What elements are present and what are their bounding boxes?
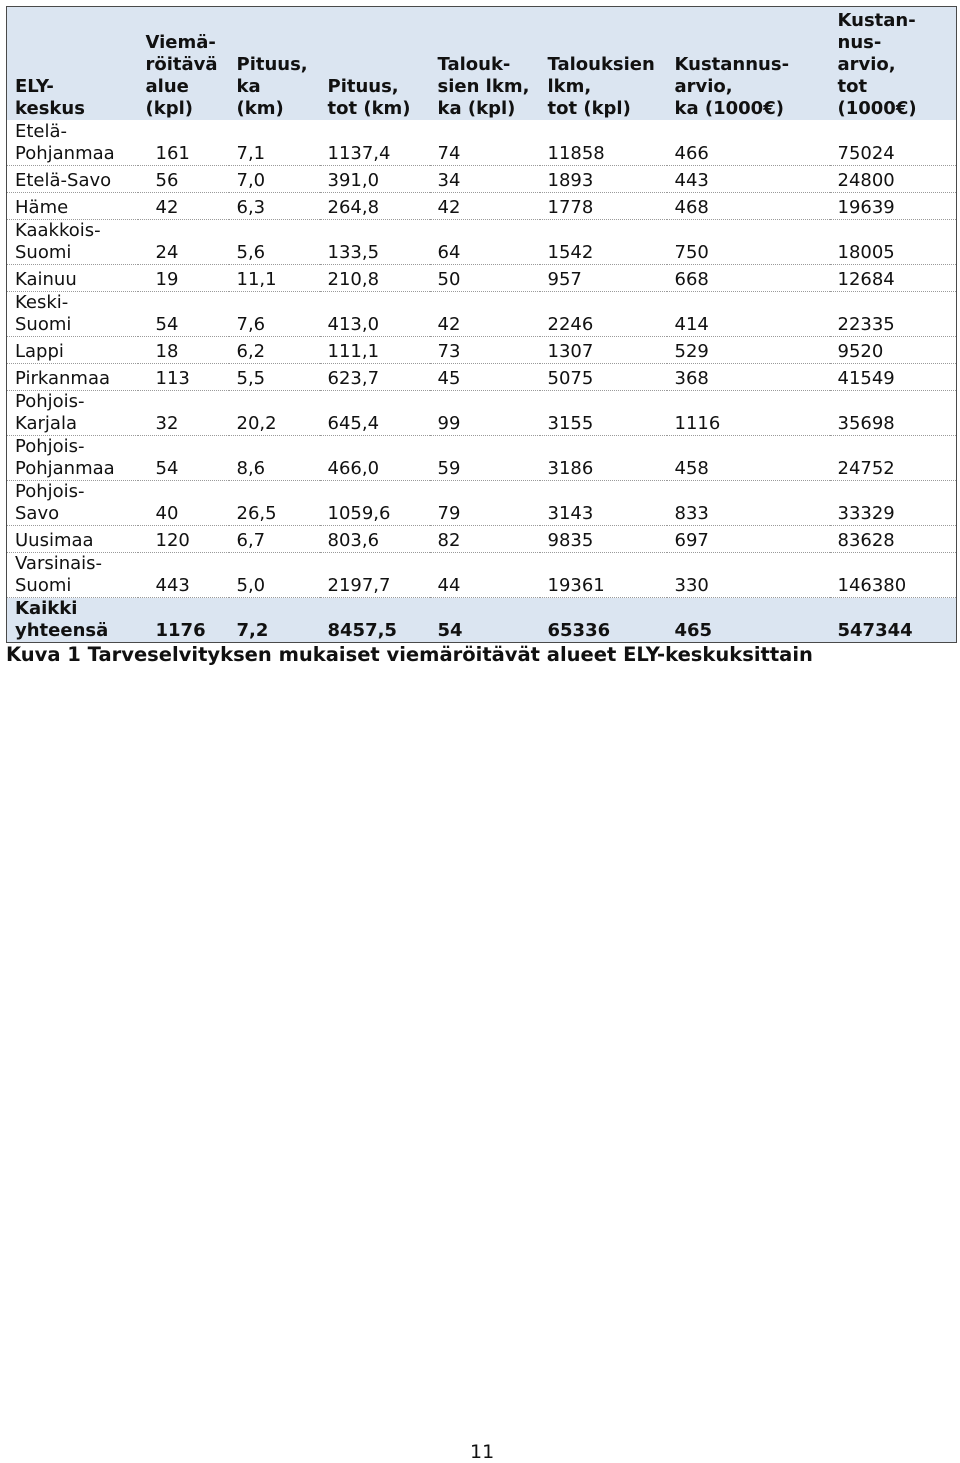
value-cell: 54 xyxy=(138,291,229,336)
value-cell: 2246 xyxy=(540,291,667,336)
value-cell: 443 xyxy=(667,165,830,192)
cell-text-line: arvio, xyxy=(674,76,733,97)
value-cell: 11,1 xyxy=(229,264,320,291)
ely-table xyxy=(6,6,957,643)
region-name-cell xyxy=(7,264,138,291)
cell-text-line: Suomi xyxy=(15,574,72,596)
value-cell: 24 xyxy=(138,219,229,264)
cell-text-line: Viemä- xyxy=(145,32,216,53)
value-cell: 42 xyxy=(430,192,540,219)
cell-text-line: alue xyxy=(145,76,189,97)
header-cell xyxy=(430,7,540,121)
cell-text-line: Pirkanmaa xyxy=(15,367,111,389)
value-cell: 210,8 xyxy=(320,264,430,291)
value-cell: 750 xyxy=(667,219,830,264)
region-name-cell xyxy=(7,120,138,165)
value-cell: 34 xyxy=(430,165,540,192)
region-name-cell xyxy=(7,435,138,480)
table-row xyxy=(7,192,957,219)
value-cell: 645,4 xyxy=(320,390,430,435)
value-cell: 33329 xyxy=(830,480,957,525)
cell-text-line: Suomi xyxy=(15,241,72,263)
value-cell: 41549 xyxy=(830,363,957,390)
header-row xyxy=(7,7,957,121)
value-cell: 20,2 xyxy=(229,390,320,435)
value-cell: 22335 xyxy=(830,291,957,336)
value-cell: 5,6 xyxy=(229,219,320,264)
value-cell: 54 xyxy=(138,435,229,480)
value-cell: 11858 xyxy=(540,120,667,165)
value-cell: 368 xyxy=(667,363,830,390)
value-cell: 54 xyxy=(430,597,540,642)
cell-text-line: Talouksien xyxy=(547,54,655,75)
header-cell xyxy=(138,7,229,121)
value-cell: 3155 xyxy=(540,390,667,435)
value-cell: 111,1 xyxy=(320,336,430,363)
region-name-cell xyxy=(7,336,138,363)
cell-text-line: Kustan- xyxy=(837,10,916,31)
value-cell: 668 xyxy=(667,264,830,291)
value-cell: 19 xyxy=(138,264,229,291)
value-cell: 1176 xyxy=(138,597,229,642)
value-cell: 957 xyxy=(540,264,667,291)
page-number: 11 xyxy=(470,1441,495,1463)
cell-text-line: Kaikki xyxy=(15,597,78,619)
region-name-cell xyxy=(7,552,138,597)
table-row xyxy=(7,120,957,165)
value-cell: 42 xyxy=(430,291,540,336)
value-cell: 64 xyxy=(430,219,540,264)
value-cell: 1307 xyxy=(540,336,667,363)
value-cell: 146380 xyxy=(830,552,957,597)
value-cell: 40 xyxy=(138,480,229,525)
value-cell: 833 xyxy=(667,480,830,525)
region-name-cell xyxy=(7,363,138,390)
value-cell: 56 xyxy=(138,165,229,192)
value-cell: 79 xyxy=(430,480,540,525)
cell-text-line: sien lkm, xyxy=(437,76,530,97)
value-cell: 1542 xyxy=(540,219,667,264)
region-name-cell xyxy=(7,525,138,552)
total-row xyxy=(7,597,957,642)
value-cell: 7,0 xyxy=(229,165,320,192)
table-body xyxy=(7,120,957,642)
cell-text-line: Varsinais- xyxy=(15,552,103,574)
value-cell: 2197,7 xyxy=(320,552,430,597)
table-row xyxy=(7,291,957,336)
cell-text-line: keskus xyxy=(15,98,85,119)
value-cell: 75024 xyxy=(830,120,957,165)
value-cell: 1778 xyxy=(540,192,667,219)
value-cell: 24800 xyxy=(830,165,957,192)
value-cell: 414 xyxy=(667,291,830,336)
value-cell: 26,5 xyxy=(229,480,320,525)
cell-text-line: röitävä xyxy=(145,54,218,75)
value-cell: 466 xyxy=(667,120,830,165)
cell-text-line: Pituus, xyxy=(327,76,399,97)
region-name-cell xyxy=(7,480,138,525)
header-cell xyxy=(667,7,830,121)
table-row xyxy=(7,264,957,291)
cell-text-line: Häme xyxy=(15,196,69,218)
value-cell: 99 xyxy=(430,390,540,435)
value-cell: 697 xyxy=(667,525,830,552)
value-cell: 5,5 xyxy=(229,363,320,390)
value-cell: 18005 xyxy=(830,219,957,264)
value-cell: 264,8 xyxy=(320,192,430,219)
table-row xyxy=(7,480,957,525)
cell-text-line: Pituus, xyxy=(236,54,308,75)
header-cell xyxy=(830,7,957,121)
table-row xyxy=(7,219,957,264)
value-cell: 468 xyxy=(667,192,830,219)
value-cell: 19361 xyxy=(540,552,667,597)
cell-text-line: Pohjanmaa xyxy=(15,457,115,479)
value-cell: 6,2 xyxy=(229,336,320,363)
value-cell: 5,0 xyxy=(229,552,320,597)
value-cell: 466,0 xyxy=(320,435,430,480)
cell-text-line: arvio, xyxy=(837,54,896,75)
cell-text-line: Pohjois- xyxy=(15,480,85,502)
region-name-cell xyxy=(7,291,138,336)
cell-text-line: Kainuu xyxy=(15,268,77,290)
value-cell: 120 xyxy=(138,525,229,552)
value-cell: 18 xyxy=(138,336,229,363)
value-cell: 443 xyxy=(138,552,229,597)
cell-text-line: (km) xyxy=(236,98,284,119)
value-cell: 458 xyxy=(667,435,830,480)
table-row xyxy=(7,336,957,363)
value-cell: 45 xyxy=(430,363,540,390)
value-cell: 83628 xyxy=(830,525,957,552)
cell-text-line: Kaakkois- xyxy=(15,219,101,241)
region-name-cell xyxy=(7,192,138,219)
table-row xyxy=(7,435,957,480)
figure-caption: Kuva 1 Tarveselvityksen mukaiset viemäröitävät alueet ELY-keskuksittain xyxy=(6,643,813,666)
value-cell: 35698 xyxy=(830,390,957,435)
value-cell: 74 xyxy=(430,120,540,165)
cell-text-line: tot (kpl) xyxy=(547,98,631,119)
header-cell xyxy=(540,7,667,121)
value-cell: 113 xyxy=(138,363,229,390)
cell-text-line: Pohjois- xyxy=(15,435,85,457)
cell-text-line: Kustannus- xyxy=(674,54,790,75)
value-cell: 8457,5 xyxy=(320,597,430,642)
cell-text-line: ka xyxy=(236,76,261,97)
value-cell: 19639 xyxy=(830,192,957,219)
cell-text-line: Etelä- xyxy=(15,120,68,142)
value-cell: 7,6 xyxy=(229,291,320,336)
value-cell: 65336 xyxy=(540,597,667,642)
value-cell: 9835 xyxy=(540,525,667,552)
value-cell: 6,3 xyxy=(229,192,320,219)
cell-text-line: ELY- xyxy=(15,76,54,97)
value-cell: 7,1 xyxy=(229,120,320,165)
table-row xyxy=(7,390,957,435)
region-name-cell xyxy=(7,597,138,642)
region-name-cell xyxy=(7,390,138,435)
cell-text-line: Talouk- xyxy=(437,54,511,75)
value-cell: 6,7 xyxy=(229,525,320,552)
cell-text-line: Savo xyxy=(15,502,60,524)
cell-text-line: lkm, xyxy=(547,76,592,97)
value-cell: 1893 xyxy=(540,165,667,192)
value-cell: 5075 xyxy=(540,363,667,390)
value-cell: 547344 xyxy=(830,597,957,642)
cell-text-line: tot (km) xyxy=(327,98,411,119)
header-cell xyxy=(7,7,138,121)
value-cell: 59 xyxy=(430,435,540,480)
table-row xyxy=(7,363,957,390)
table-row xyxy=(7,525,957,552)
value-cell: 623,7 xyxy=(320,363,430,390)
cell-text-line: Lappi xyxy=(15,340,64,362)
value-cell: 1116 xyxy=(667,390,830,435)
value-cell: 7,2 xyxy=(229,597,320,642)
value-cell: 3186 xyxy=(540,435,667,480)
value-cell: 391,0 xyxy=(320,165,430,192)
value-cell: 42 xyxy=(138,192,229,219)
value-cell: 529 xyxy=(667,336,830,363)
value-cell: 73 xyxy=(430,336,540,363)
cell-text-line: yhteensä xyxy=(15,619,109,641)
cell-text-line: Pohjois- xyxy=(15,390,85,412)
value-cell: 330 xyxy=(667,552,830,597)
cell-text-line: ka (1000€) xyxy=(674,98,784,119)
value-cell: 3143 xyxy=(540,480,667,525)
value-cell: 413,0 xyxy=(320,291,430,336)
cell-text-line: tot xyxy=(837,76,868,97)
value-cell: 133,5 xyxy=(320,219,430,264)
value-cell: 8,6 xyxy=(229,435,320,480)
cell-text-line: Suomi xyxy=(15,313,72,335)
value-cell: 12684 xyxy=(830,264,957,291)
value-cell: 1137,4 xyxy=(320,120,430,165)
header-cell xyxy=(320,7,430,121)
table-row xyxy=(7,165,957,192)
value-cell: 161 xyxy=(138,120,229,165)
cell-text-line: Pohjanmaa xyxy=(15,142,115,164)
region-name-cell xyxy=(7,165,138,192)
header-cell xyxy=(229,7,320,121)
value-cell: 9520 xyxy=(830,336,957,363)
value-cell: 24752 xyxy=(830,435,957,480)
value-cell: 32 xyxy=(138,390,229,435)
value-cell: 1059,6 xyxy=(320,480,430,525)
value-cell: 44 xyxy=(430,552,540,597)
cell-text-line: Uusimaa xyxy=(15,529,94,551)
table-row xyxy=(7,552,957,597)
value-cell: 803,6 xyxy=(320,525,430,552)
value-cell: 82 xyxy=(430,525,540,552)
value-cell: 465 xyxy=(667,597,830,642)
cell-text-line: Karjala xyxy=(15,412,77,434)
cell-text-line: Keski- xyxy=(15,291,69,313)
region-name-cell xyxy=(7,219,138,264)
cell-text-line: Etelä-Savo xyxy=(15,169,112,191)
cell-text-line: ka (kpl) xyxy=(437,98,516,119)
value-cell: 50 xyxy=(430,264,540,291)
cell-text-line: (1000€) xyxy=(837,98,917,119)
cell-text-line: (kpl) xyxy=(145,98,193,119)
cell-text-line: nus- xyxy=(837,32,882,53)
